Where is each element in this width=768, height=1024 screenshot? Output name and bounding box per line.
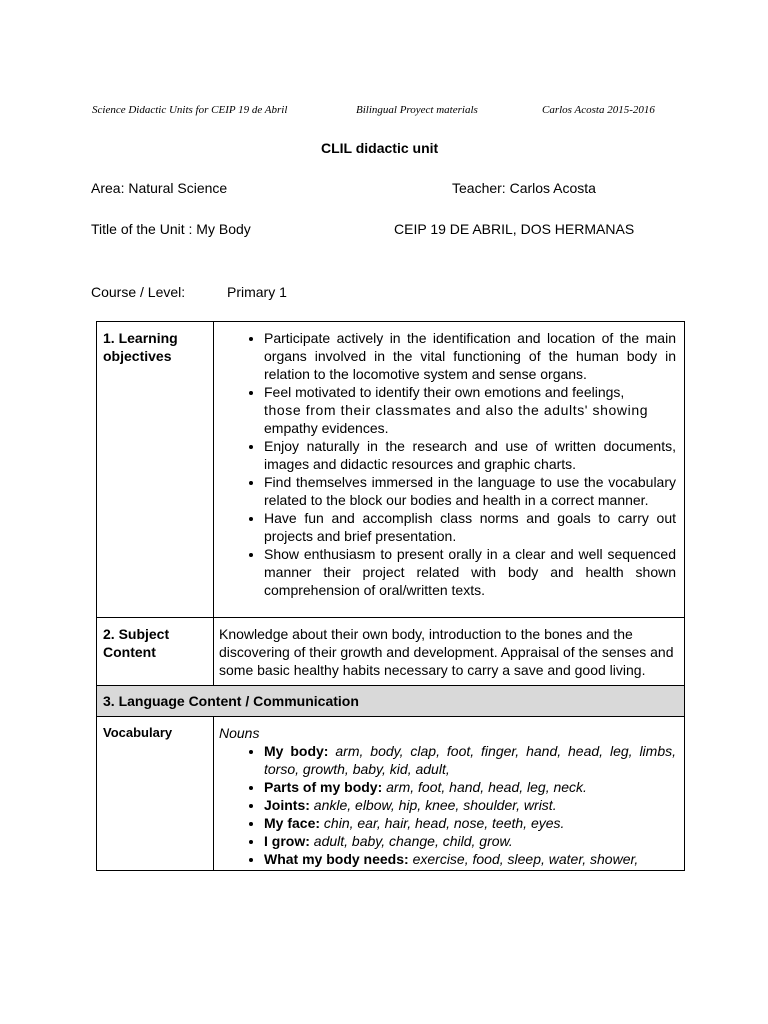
vocab-term: My body:	[264, 743, 329, 759]
vocab-words: chin, ear, hair, head, nose, teeth, eyes.	[323, 815, 565, 831]
vocab-words: exercise, food, sleep, water, shower,	[412, 851, 639, 867]
list-item	[264, 742, 676, 778]
vocab-term: Joints:	[264, 797, 310, 813]
list-item: • Find themselves immersed in the language to use the vocabulary related to the block our bodies and health in a correct manner.	[264, 473, 676, 509]
subject-row	[97, 618, 685, 686]
header-right: Carlos Acosta 2015-2016	[542, 104, 655, 116]
header-left: Science Didactic Units for CEIP 19 de Abril	[92, 104, 288, 116]
objectives-content	[214, 322, 685, 618]
list-item-line: Feel motivated to identify their own emotions and feelings,	[264, 384, 625, 400]
list-item	[264, 796, 676, 814]
list-item	[264, 832, 676, 850]
list-item-line: those from their classmates and also the adults' showing	[264, 402, 649, 418]
vocabulary-content	[214, 717, 685, 871]
unit-table	[96, 321, 685, 871]
course-value: Primary 1	[227, 284, 287, 300]
vocabulary-list	[219, 742, 676, 868]
vocabulary-label: Vocabulary	[97, 717, 214, 871]
vocab-words: ankle, elbow, hip, knee, shoulder, wrist.	[313, 797, 557, 813]
objectives-label: 1. Learning objectives	[97, 322, 214, 618]
objectives-list	[219, 329, 676, 599]
subject-content: Knowledge about their own body, introduction to the bones and the discovering of their growth and development. Appraisal of the senses and some basic healthy habits necessary to carry a save and good living.	[214, 618, 685, 686]
vocabulary-row	[97, 717, 685, 871]
list-item: • Enjoy naturally in the research and use of written documents, images and didactic resources and graphic charts.	[264, 437, 676, 473]
unit-title-field: Title of the Unit : My Body	[91, 221, 251, 237]
list-item: • Have fun and accomplish class norms and goals to carry out projects and brief presentation.	[264, 509, 676, 545]
list-item	[264, 778, 676, 796]
course-label: Course / Level:	[91, 284, 186, 300]
vocab-term: What my body needs:	[264, 851, 409, 867]
list-item: • Participate actively in the identification and location of the main organs involved in the vital functioning of the human body in relation to the locomotive system and sense organs.	[264, 329, 676, 383]
vocab-term: I grow:	[264, 833, 310, 849]
objectives-row	[97, 322, 685, 618]
list-item-line: empathy evidences.	[264, 420, 389, 436]
subject-label: 2. Subject Content	[97, 618, 214, 686]
vocab-term: Parts of my body:	[264, 779, 383, 795]
list-item	[264, 383, 676, 437]
doc-title: CLIL didactic unit	[321, 140, 439, 156]
school-field: CEIP 19 DE ABRIL, DOS HERMANAS	[394, 221, 635, 237]
header-center: Bilingual Proyect materials	[356, 104, 478, 116]
language-section-row	[97, 686, 685, 717]
vocab-words: arm, foot, hand, head, leg, neck.	[386, 779, 587, 795]
vocab-words: adult, baby, change, child, grow.	[313, 833, 513, 849]
vocab-term: My face:	[264, 815, 321, 831]
vocab-words: arm, body, clap, foot, finger, hand, head, leg, limbs, torso, growth, baby, kid, adult,	[264, 743, 677, 777]
teacher-field: Teacher: Carlos Acosta	[452, 180, 596, 196]
area-field: Area: Natural Science	[91, 180, 228, 196]
list-item	[264, 850, 676, 868]
list-item	[264, 814, 676, 832]
nouns-label: Nouns	[219, 725, 260, 741]
language-section-heading: 3. Language Content / Communication	[97, 686, 685, 717]
list-item: • Show enthusiasm to present orally in a clear and well sequenced manner their project related with body and health shown comprehension of oral/written texts.	[264, 545, 676, 599]
